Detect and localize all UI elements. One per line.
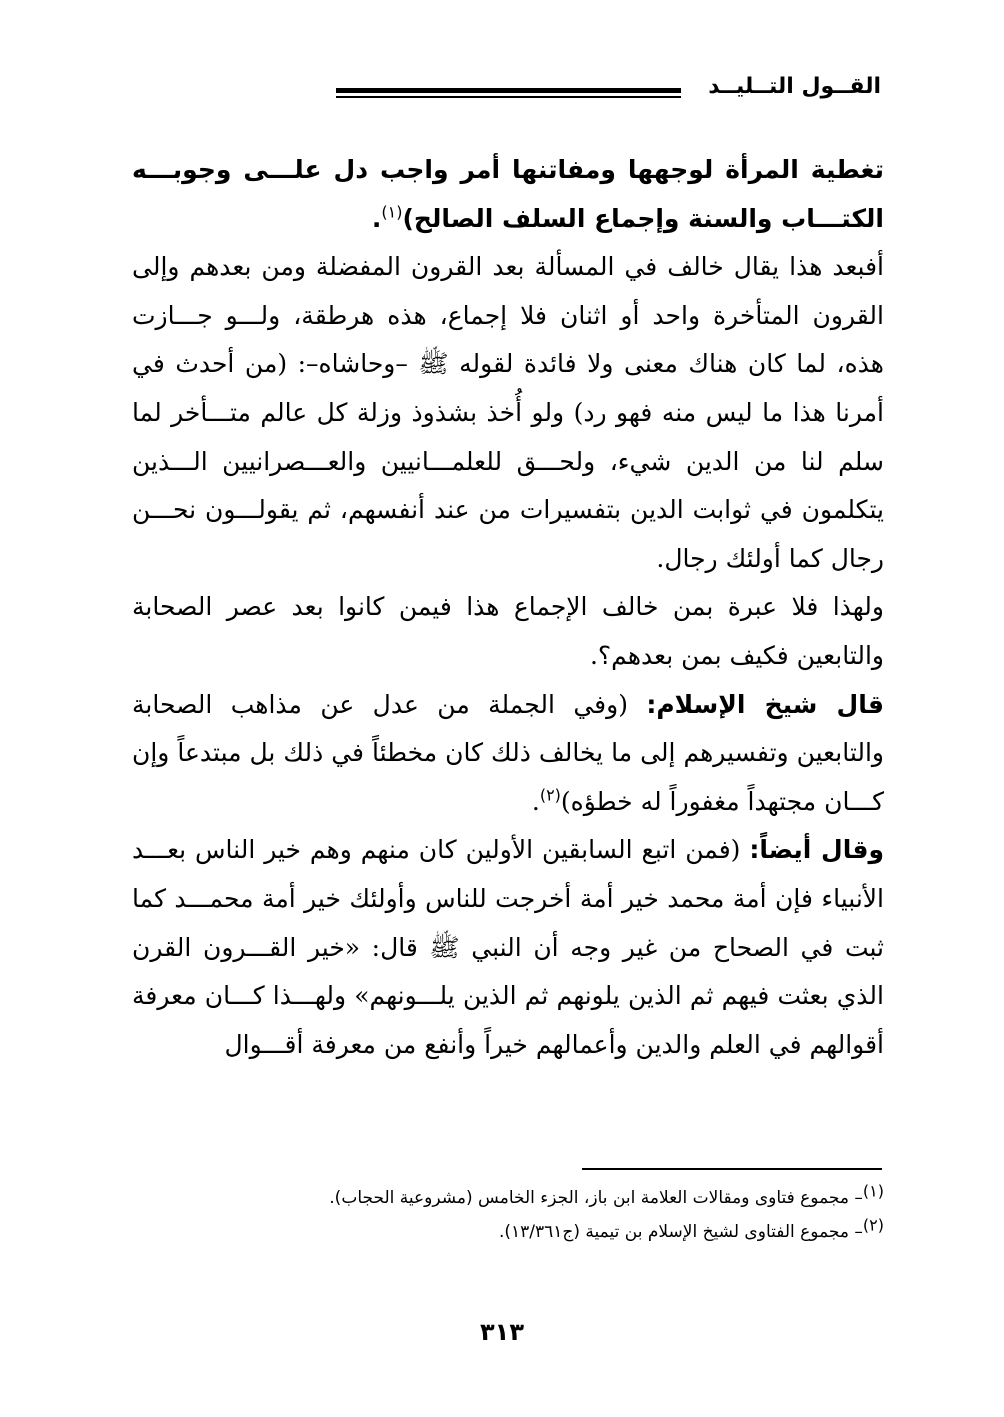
paragraph-5 [132,826,884,1069]
footnote-ref-2[interactable]: (٢) [539,785,561,805]
paragraph-2: أفبعد هذا يقال خالف في المسألة بعد القرون المفضلة ومن بعدهم وإلى القرون المتأخرة واحد أو اثنان فلا إجماع، هذه هرطقة، ولـــو جـــازت هذه، لما كان هناك معنى ولا فائدة لقوله ﷺ –وحاشاه–: (من أحدث في أمرنا هذا ما ليس منه فهو رد) ولو أُخذ بشذوذ وزلة كل عالم متـــأخر لما سلم لنا من الدين شيء، ولحـــق للعلمـــانيين والعـــصرانيين الـــذين يتكلمون في ثوابت الدين بتفسيرات من عند أنفسهم، ثم يقولـــون نحـــن رجال كما أولئك رجال. [132,252,884,573]
paragraph-4 [132,681,884,827]
paragraph-4-lead: قال شيخ الإسلام: [646,689,884,719]
footnotes [132,1181,884,1249]
main-text [132,146,884,1069]
footnote-1-text: – مجموع فتاوى ومقالات العلامة ابن باز، الجزء الخامس (مشروعية الحجاب). [329,1188,863,1208]
running-title: القــول التــليــد [708,74,881,99]
paragraph-3: ولهذا فلا عبرة بمن خالف الإجماع هذا فيمن كانوا بعد عصر الصحابة والتابعين فكيف بمن بعدهم؟. [132,592,884,670]
footnote-ref-1[interactable]: (١) [381,202,403,222]
footnote-1 [132,1181,884,1215]
header-rule [136,70,681,110]
footnote-2-text: – مجموع الفتاوى لشيخ الإسلام بن تيمية (ج١٣/٣٦١). [498,1222,863,1242]
footnote-separator [582,1168,882,1170]
page-number: ٣١٣ [480,1318,524,1346]
paragraph-5-text: (فمن اتبع السابقين الأولين كان منهم وهم خير الناس بعـــد الأنبياء فإن أمة محمد خير أمة أخرجت للناس وأولئك خير أمة محمـــد كما ثبت في الصحاح من غير وجه أن النبي ﷺ قال: «خير القـــرون القرن الذي بعثت فيهم ثم الذين يلونهم ثم الذين يلـــونهم» ولهـــذا كـــان معرفة أقوالهم في العلم والدين وأعمالهم خيراً وأنفع من معرفة أقـــوال [132,835,884,1059]
paragraph-1-text: تغطية المرأة لوجهها ومفاتنها أمر واجب دل علـــى وجوبـــه الكتـــاب والسنة وإجماع السلف الصالح) [132,155,884,233]
paragraph-4-end: . [531,786,540,816]
footnote-1-marker: (١) [862,1181,884,1201]
header-rule-thin [336,96,681,98]
footnote-2-marker: (٢) [862,1215,884,1235]
running-header [136,70,881,110]
paragraph-4-text: (وفي الجملة من عدل عن مذاهب الصحابة والتابعين وتفسيرهم إلى ما يخالف ذلك كان مخطئاً في ذلك بل مبتدعاً وإن كـــان مجتهداً مغفوراً له خطؤه) [132,689,884,816]
paragraph-1 [132,146,884,243]
footnote-2 [132,1215,884,1249]
paragraph-5-lead: وقال أيضاً: [749,835,884,865]
paragraph-1-end: . [371,203,382,233]
header-rule-thick [336,88,681,93]
